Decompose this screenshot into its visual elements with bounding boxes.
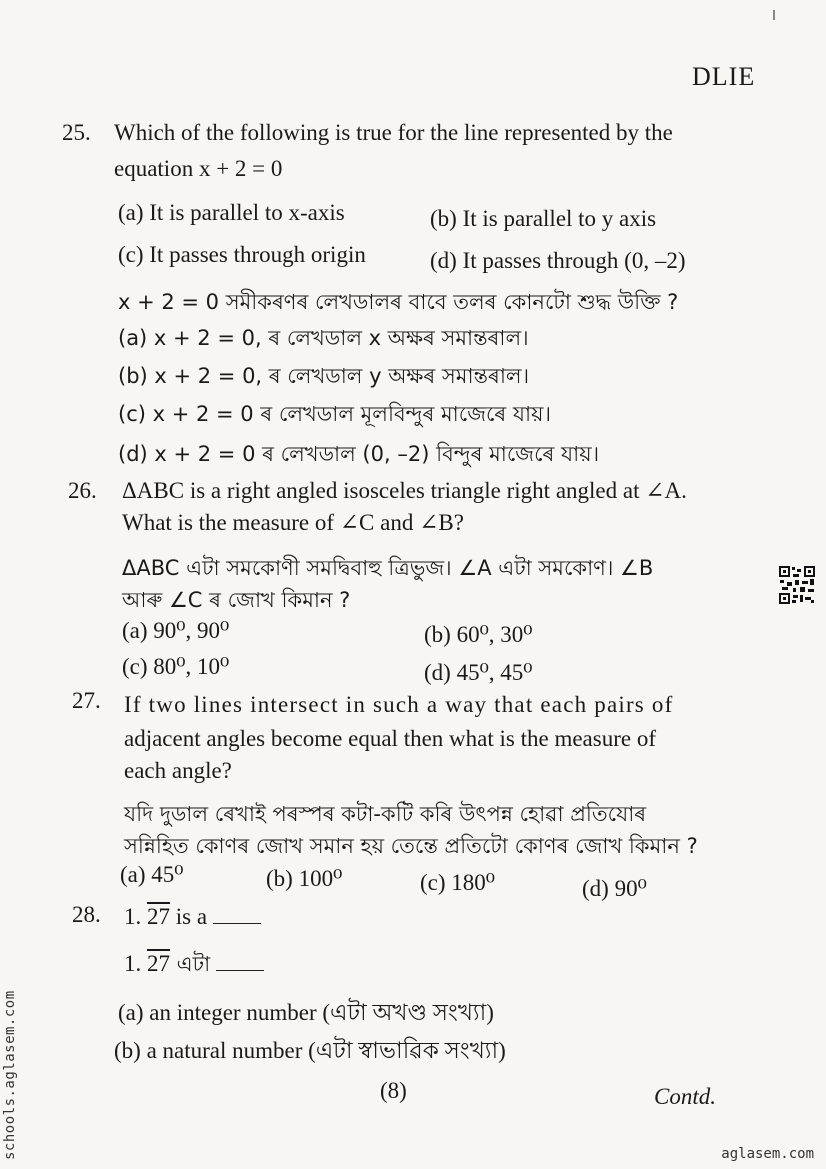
q27-number: 27. <box>72 688 101 713</box>
q25-bengali-question: x + 2 = 0 সমীকৰণৰ লেখডালৰ বাবে তলৰ কোনটো শুদ্ধ উক্তি ? <box>118 290 679 314</box>
q28-repeating-digits: 27 <box>147 904 170 929</box>
q28-bengali-repeating-digits: 27 <box>147 951 170 976</box>
q28-integer-part: 1. <box>124 904 142 929</box>
continued-label: Contd. <box>654 1084 716 1109</box>
page-number: (8) <box>380 1078 407 1103</box>
q25-text-line2: equation x + 2 = 0 <box>114 156 283 181</box>
q25-text-line1: Which of the following is true for the line represented by the <box>114 120 673 145</box>
q27-option-b: (b) 100⁰ <box>266 866 343 891</box>
q27-option-c: (c) 180⁰ <box>420 870 495 895</box>
q28-bengali-integer-part: 1. <box>124 951 142 976</box>
q25-number: 25. <box>62 120 91 145</box>
q26-text-line1: ΔABC is a right angled isosceles triangle right angled at ∠A. <box>122 478 687 503</box>
q28-bengali-question-text: এটা <box>170 952 211 976</box>
q25-bengali-option-b: (b) x + 2 = 0, ৰ লেখডাল y অক্ষৰ সমান্তৰাল। <box>118 364 530 388</box>
bottom-watermark: aglasem.com <box>721 1146 814 1162</box>
qr-code-image <box>778 565 816 605</box>
q28-answer-blank <box>213 907 261 924</box>
q27-text-line3: each angle? <box>124 758 232 783</box>
q27-option-a: (a) 45⁰ <box>120 862 184 887</box>
q26-option-d: (d) 45⁰, 45⁰ <box>424 660 533 685</box>
q27-text-line1: If two lines intersect in such a way that each pairs of <box>124 692 674 717</box>
q25-option-a: (a) It is parallel to x-axis <box>118 200 345 225</box>
q27-bengali-line1: যদি দুডাল ৰেখাই পৰস্পৰ কটা-কটি কৰি উৎপন্ন হোৱা প্ৰতিযোৰ <box>124 802 647 826</box>
q27-text-line2: adjacent angles become equal then what is the measure of <box>124 726 656 751</box>
q28-question-text: is a <box>170 904 208 929</box>
q28-option-b: (b) a natural number (এটা স্বাভাৱিক সংখ্যা) <box>114 1038 506 1063</box>
q25-bengali-option-a: (a) x + 2 = 0, ৰ লেখডাল x অক্ষৰ সমান্তৰাল। <box>118 326 529 350</box>
q26-option-a: (a) 90⁰, 90⁰ <box>122 618 230 643</box>
q26-text-line2: What is the measure of ∠C and ∠B? <box>122 510 464 535</box>
scan-mark <box>773 10 775 20</box>
q25-option-c: (c) It passes through origin <box>118 242 366 267</box>
side-watermark: schools.aglasem.com <box>2 990 18 1160</box>
q28-question <box>124 904 261 930</box>
q26-bengali-line2: আৰু ∠C ৰ জোখ কিমান ? <box>122 588 351 612</box>
q28-bengali-question <box>124 948 264 983</box>
q27-bengali-line2: সন্নিহিত কোণৰ জোখ সমান হয় তেন্তে প্ৰতিটো কোণৰ জোখ কিমান ? <box>124 834 698 858</box>
paper-code: DLIE <box>692 62 756 91</box>
q28-bengali-answer-blank <box>216 954 264 971</box>
q25-option-d: (d) It passes through (0, –2) <box>430 248 686 273</box>
q25-bengali-option-c: (c) x + 2 = 0 ৰ লেখডাল মূলবিন্দুৰ মাজেৰে যায়। <box>118 402 551 426</box>
q25-bengali-option-d: (d) x + 2 = 0 ৰ লেখডাল (0, –2) বিন্দুৰ মাজেৰে যায়। <box>118 442 600 466</box>
q26-bengali-line1: ΔABC এটা সমকোণী সমদ্বিবাহু ত্ৰিভুজ। ∠A এটা সমকোণ। ∠B <box>122 556 654 580</box>
q25-option-b: (b) It is parallel to y axis <box>430 206 657 231</box>
q27-option-d: (d) 90⁰ <box>582 876 647 901</box>
q26-option-c: (c) 80⁰, 10⁰ <box>122 654 230 679</box>
q26-number: 26. <box>68 478 97 503</box>
q26-option-b: (b) 60⁰, 30⁰ <box>424 622 533 647</box>
q28-option-a: (a) an integer number (এটা অখণ্ড সংখ্যা) <box>118 1000 494 1025</box>
q28-number: 28. <box>72 902 101 927</box>
